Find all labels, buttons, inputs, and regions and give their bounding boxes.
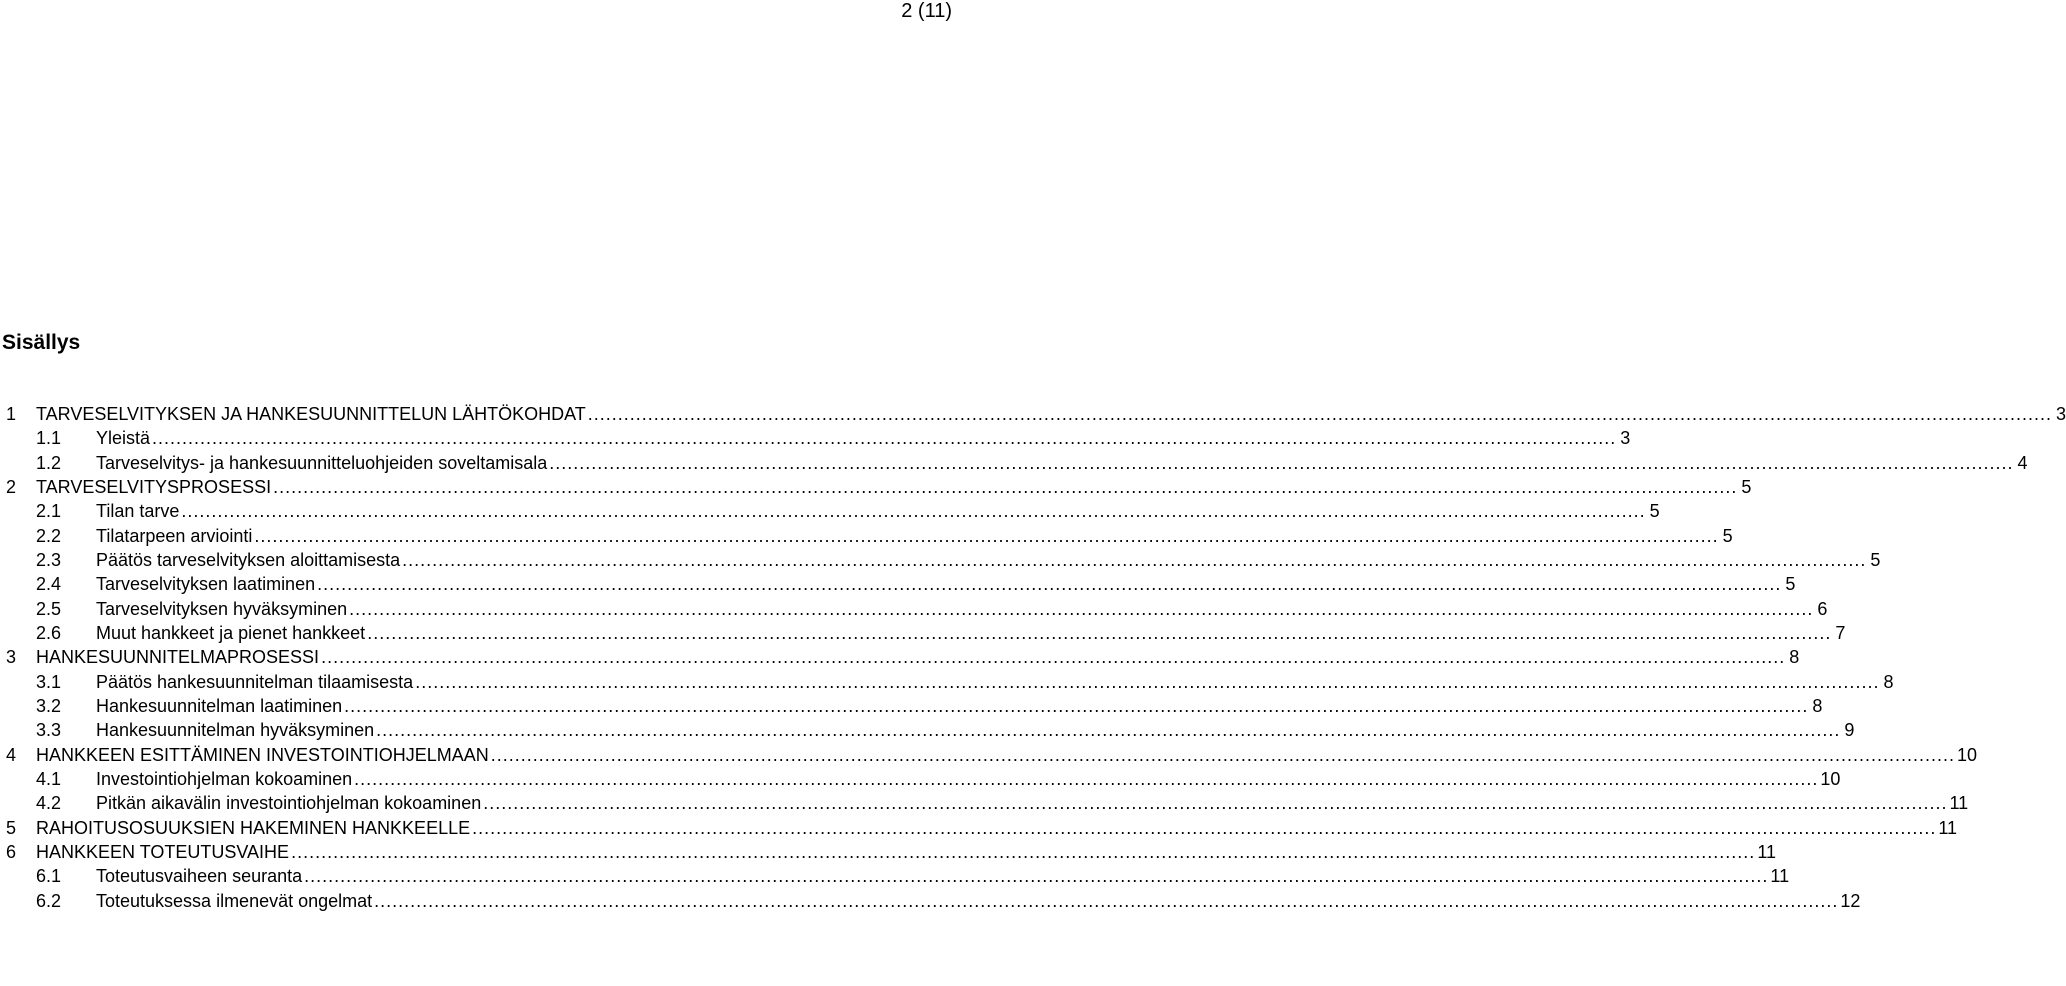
- toc-entry-text: Toteutuksessa ilmenevät ongelmat: [96, 890, 373, 911]
- toc-title: Sisällys: [2, 331, 81, 354]
- toc-leader-dots: [304, 864, 1768, 888]
- toc-entry[interactable]: [6, 889, 1861, 913]
- toc-entry-text: Muut hankkeet ja pienet hankkeet: [96, 622, 366, 643]
- toc-entry-page: 11: [1938, 817, 1958, 838]
- toc-leader-dots: [491, 743, 1955, 767]
- toc-leader-dots: [273, 475, 1737, 499]
- toc-entry-page: 11: [1757, 841, 1776, 862]
- toc-leader-dots: [415, 670, 1879, 694]
- toc-entry-number: 3: [6, 647, 17, 668]
- toc-entry[interactable]: [6, 840, 1776, 864]
- toc-entry-text: Investointiohjelman kokoaminen: [96, 768, 353, 789]
- toc-entry-number: 6.1: [36, 866, 62, 887]
- toc-entry-page: 10: [1957, 744, 1978, 765]
- toc-leader-dots: [374, 889, 1838, 913]
- toc-leader-dots: [549, 451, 2013, 475]
- toc-entry[interactable]: [6, 864, 1790, 888]
- toc-leader-dots: [291, 840, 1755, 864]
- toc-entry-page: 11: [1949, 793, 1969, 814]
- toc-entry-page: 8: [1883, 671, 1894, 692]
- toc-entry[interactable]: [6, 791, 1969, 815]
- toc-entry-text: Päätös hankesuunnitelman tilaamisesta: [96, 671, 414, 692]
- toc-entry-page: 7: [1835, 622, 1846, 643]
- toc-entry-number: 2.6: [36, 622, 62, 643]
- toc-entry[interactable]: [6, 621, 1846, 645]
- toc-entry-number: 3.3: [36, 720, 62, 741]
- toc-entry-text: RAHOITUSOSUUKSIEN HAKEMINEN HANKKEELLE: [36, 817, 471, 838]
- toc-entry-number: 5: [6, 817, 17, 838]
- toc-entry-page: 4: [2017, 452, 2028, 473]
- toc-leader-dots: [181, 499, 1645, 523]
- toc-leader-dots: [152, 426, 1616, 450]
- toc-leader-dots: [254, 524, 1718, 548]
- toc-entry-number: 2.4: [36, 574, 62, 595]
- toc-entry-number: 6.2: [36, 890, 62, 911]
- toc-entry-number: 3.2: [36, 695, 62, 716]
- toc-entry[interactable]: [6, 402, 2066, 426]
- toc-entry-page: 5: [1741, 476, 1752, 497]
- toc-entry-text: Tilan tarve: [96, 501, 180, 522]
- toc-leader-dots: [376, 718, 1840, 742]
- toc-entry[interactable]: [6, 670, 1894, 694]
- toc-entry-page: 12: [1840, 890, 1861, 911]
- toc-entry-page: 9: [1844, 720, 1855, 741]
- toc-entry-page: 5: [1870, 549, 1881, 570]
- toc-leader-dots: [317, 572, 1781, 596]
- toc-entry[interactable]: [6, 499, 1660, 523]
- toc-entry-text: HANKKEEN TOTEUTUSVAIHE: [36, 841, 290, 862]
- toc-entry-page: 3: [1620, 428, 1631, 449]
- toc-entry-page: 6: [1817, 598, 1828, 619]
- toc-leader-dots: [354, 767, 1818, 791]
- toc-entry-number: 2: [6, 476, 17, 497]
- toc-entry-page: 10: [1820, 768, 1841, 789]
- toc-entry-number: 6: [6, 841, 17, 862]
- toc-entry-page: 5: [1649, 501, 1660, 522]
- toc-entry-number: 2.1: [36, 501, 62, 522]
- toc-entry-page: 5: [1722, 525, 1733, 546]
- toc-entry[interactable]: [6, 743, 1978, 767]
- toc-leader-dots: [344, 694, 1808, 718]
- page-number: 2 (11): [901, 0, 952, 22]
- toc-entry-text: Tarveselvitys- ja hankesuunnitteluohjeiden soveltamisala: [96, 452, 548, 473]
- toc-leader-dots: [321, 645, 1785, 669]
- toc-entry-text: HANKKEEN ESITTÄMINEN INVESTOINTIOHJELMAAN: [36, 744, 489, 765]
- toc-entry-number: 1: [6, 404, 17, 424]
- toc-leader-dots: [367, 621, 1831, 645]
- toc-leader-dots: [349, 597, 1813, 621]
- toc-entry-text: Hankesuunnitelman laatiminen: [96, 695, 343, 716]
- toc-entry-text: TARVESELVITYSPROSESSI: [36, 476, 272, 497]
- table-of-contents: [6, 402, 2066, 913]
- toc-entry[interactable]: [6, 548, 1881, 572]
- toc-entry-number: 4.2: [36, 793, 62, 814]
- toc-entry-page: 8: [1812, 695, 1823, 716]
- toc-entry[interactable]: [6, 426, 1631, 450]
- toc-entry-text: Päätös tarveselvityksen aloittamisesta: [96, 549, 401, 570]
- toc-entry-text: Tilatarpeen arviointi: [96, 525, 253, 546]
- toc-leader-dots: [483, 791, 1947, 815]
- toc-entry-page: 8: [1789, 647, 1800, 668]
- toc-entry-number: 3.1: [36, 671, 62, 692]
- toc-entry[interactable]: [6, 572, 1796, 596]
- toc-entry-number: 1.2: [36, 452, 62, 473]
- toc-entry-text: TARVESELVITYKSEN JA HANKESUUNNITTELUN LÄHTÖKOHDAT: [36, 404, 586, 424]
- toc-entry[interactable]: [6, 816, 1958, 840]
- toc-entry[interactable]: [6, 475, 1752, 499]
- toc-entry-number: 2.2: [36, 525, 62, 546]
- toc-entry-page: 11: [1770, 866, 1790, 887]
- toc-entry[interactable]: [6, 524, 1733, 548]
- toc-leader-dots: [588, 402, 2052, 426]
- toc-entry-text: HANKESUUNNITELMAPROSESSI: [36, 647, 320, 668]
- toc-leader-dots: [402, 548, 1866, 572]
- toc-entry[interactable]: [6, 645, 1800, 669]
- toc-entry-page: 3: [2056, 404, 2066, 424]
- toc-entry-text: Tarveselvityksen hyväksyminen: [96, 598, 348, 619]
- toc-leader-dots: [472, 816, 1936, 840]
- toc-entry[interactable]: [6, 451, 2028, 475]
- toc-entry-text: Toteutusvaiheen seuranta: [96, 866, 303, 887]
- toc-entry-text: Pitkän aikavälin investointiohjelman kokoaminen: [96, 793, 482, 814]
- toc-entry-page: 5: [1785, 574, 1796, 595]
- toc-entry-number: 1.1: [36, 428, 62, 449]
- toc-entry-text: Tarveselvityksen laatiminen: [96, 574, 316, 595]
- toc-entry[interactable]: [6, 718, 1855, 742]
- toc-entry[interactable]: [6, 694, 1823, 718]
- toc-entry-text: Yleistä: [96, 428, 151, 449]
- toc-entry[interactable]: [6, 597, 1828, 621]
- toc-entry-number: 4: [6, 744, 17, 765]
- toc-entry-number: 2.5: [36, 598, 62, 619]
- toc-entry-number: 2.3: [36, 549, 62, 570]
- toc-entry[interactable]: [6, 767, 1841, 791]
- toc-entry-text: Hankesuunnitelman hyväksyminen: [96, 720, 375, 741]
- toc-entry-number: 4.1: [36, 768, 62, 789]
